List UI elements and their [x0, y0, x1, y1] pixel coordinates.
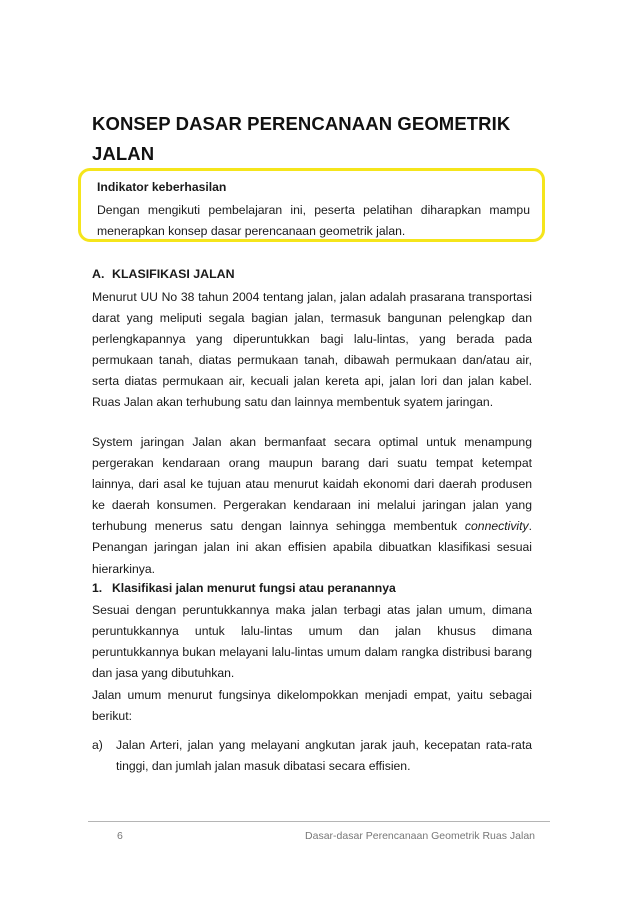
subsection-1-paragraph-2: Jalan umum menurut fungsinya dikelompokkan menjadi empat, yaitu sebagai berikut: [92, 688, 532, 724]
section-a-title: KLASIFIKASI JALAN [112, 267, 235, 281]
subsection-1-heading [92, 578, 532, 598]
page-number: 6 [117, 830, 123, 842]
subsection-1-paragraph-1: Sesuai dengan peruntukkannya maka jalan terbagi atas jalan umum, dimana peruntukkannya untuk lalu-lintas umum dan jalan khusus dimana peruntukkannya bukan melayani lalu-lintas umum dalam rangka distribusi barang dan jasa yang dibutuhkan. [92, 603, 532, 681]
running-footer-title: Dasar-dasar Perencanaan Geometrik Ruas Jalan [305, 830, 535, 842]
list-item-text: Jalan Arteri, jalan yang melayani angkutan jarak jauh, kecepatan rata-rata tinggi, dan jumlah jalan masuk dibatasi secara effisien. [116, 738, 532, 774]
indicator-box [78, 168, 545, 242]
paragraph-2-italic-term: connectivity [464, 519, 529, 534]
subsection-1-number: 1. [92, 581, 103, 595]
section-a-paragraph-1: Menurut UU No 38 tahun 2004 tentang jalan, jalan adalah prasarana transportasi darat yang meliputi segala bagian jalan, termasuk bangunan pelengkap dan perlengkapannya yang diperuntukkan bagi lalu-lintas, yang berada pada permukaan tanah, diatas permukaan tanah, dibawah permukaan dan/atau air, serta diatas permukaan air, kecuali jalan kereta api, jalan lori dan jalan kabel. Ruas Jalan akan terhubung satu dan lainnya membentuk syatem jaringan. [92, 290, 532, 410]
footer-divider [88, 821, 550, 822]
paragraph-2-text-start: System jaringan Jalan akan bermanfaat secara optimal untuk menampung pergerakan kendaraan orang maupun barang dari suatu tempat ketempat lainnya, dari asal ke tujuan atau menurut kaidah ekonomi dari daerah produsen ke daerah konsumen. Pergerakan kendaraan ini melalui jaringan jalan yang terhubung menerus satu dengan lainnya sehingga membentuk [92, 435, 532, 534]
indicator-body: Dengan mengikuti pembelajaran ini, peserta pelatihan diharapkan mampu menerapkan konsep dasar perencanaan geometrik jalan. [97, 203, 530, 238]
chapter-title: KONSEP DASAR PERENCANAAN GEOMETRIK JALAN [92, 113, 511, 164]
section-a-paragraph-2 [92, 432, 532, 580]
indicator-heading: Indikator keberhasilan [97, 180, 227, 194]
list-item-marker: a) [92, 738, 103, 752]
paragraph-2-text-end: . Penangan jaringan jalan ini akan effisien apabila dibuatkan klasifikasi sesuai hierarkinya. [92, 519, 532, 576]
subsection-1-title: Klasifikasi jalan menurut fungsi atau peranannya [112, 581, 396, 595]
list-item [92, 735, 532, 777]
section-a-heading [92, 264, 532, 284]
section-a-number: A. [92, 267, 105, 281]
